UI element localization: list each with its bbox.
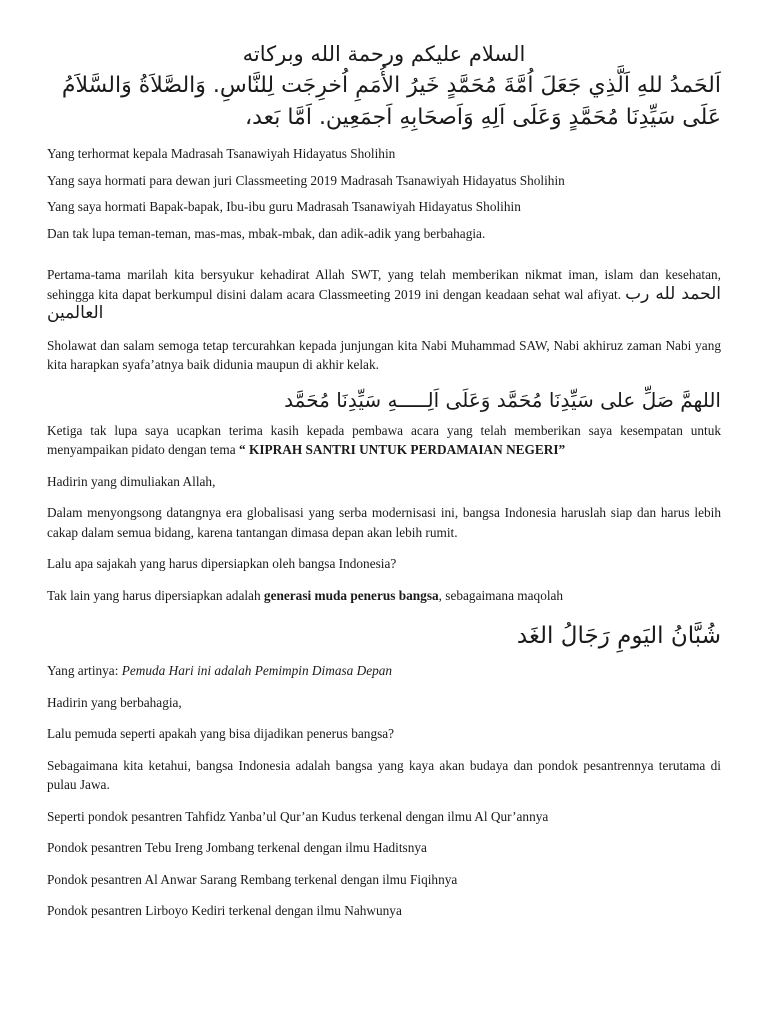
artinya-line: [47, 661, 721, 681]
greeting-line: Dan tak lupa teman-teman, mas-mas, mbak-mbak, dan adik-adik yang berbahagia.: [47, 225, 486, 241]
greeting-line: Yang saya hormati Bapak-bapak, Ibu-ibu guru Madrasah Tsanawiyah Hidayatus Sholihin: [47, 199, 521, 214]
tak-lain-bold: generasi muda penerus bangsa: [263, 587, 439, 603]
pesantren-line: Pondok pesantren Tebu Ireng Jombang terkenal dengan ilmu Haditsnya: [47, 840, 427, 855]
syukur-paragraph: [47, 265, 721, 324]
salam-heading: السلام عليكم ورحمة الله وبركاته: [242, 42, 526, 66]
sholawat-arabic: اللهمَّ صَلِّ على سَيِّدِنَا مُحَمَّد وَعَلَى اَلِـــــهِ سَيِّدِنَا مُحَمَّد: [284, 387, 721, 412]
artinya-label: Yang artinya:: [47, 663, 119, 678]
speech-theme: “ KIPRAH SANTRI UNTUK PERDAMAIAN NEGERI”: [239, 442, 566, 457]
maqolah-arabic: شُبَّانُ اليَومِ رَجَالُ الغَد: [516, 623, 721, 649]
tak-lain-after: , sebagaimana maqolah: [438, 587, 564, 603]
question-line: Lalu apa sajakah yang harus dipersiapkan oleh bangsa Indonesia?: [47, 556, 397, 571]
hadirin-greeting: Hadirin yang dimuliakan Allah,: [47, 473, 216, 489]
tak-lain-paragraph: [47, 586, 721, 606]
greeting-line: Yang saya hormati para dewan juri Classmeeting 2019 Madrasah Tsanawiyah Hidayatus Sholihin: [47, 172, 565, 188]
sholawat-paragraph: Sholawat dan salam semoga tetap tercurahkan kepada junjungan kita Nabi Muhammad SAW, Nabi akhiruz zaman Nabi yang kita harapkan syafa’atnya baik didunia maupun di akhir kelak.: [47, 337, 721, 372]
pesantren-line: Pondok pesantren Lirboyo Kediri terkenal dengan ilmu Nahwunya: [47, 903, 402, 918]
tak-lain-before: Tak lain yang harus dipersiapkan adalah: [47, 587, 261, 603]
syukur-text: Pertama-tama marilah kita bersyukur kehadirat Allah SWT, yang telah memberikan nikmat iman, islam dan kesehatan, sehingga kita dapat berkumpul disini dalam acara Classmeeting 2019 ini dengan keadaan sehat wal afiyat.: [47, 267, 721, 302]
syukur-arabic: الحمد لله رب العالمين: [47, 283, 722, 323]
sebagaimana-paragraph: Sebagaimana kita ketahui, bangsa Indonesia adalah bangsa yang kaya akan budaya dan pondok pesantrennya terutama di pulau Jawa.: [47, 757, 721, 792]
hadirin-greeting: Hadirin yang berbahagia,: [47, 694, 182, 710]
document-page: [47, 38, 721, 921]
ketiga-paragraph: [47, 421, 721, 460]
greeting-line: Yang terhormat kepala Madrasah Tsanawiyah Hidayatus Sholihin: [47, 146, 396, 161]
pesantren-line: Seperti pondok pesantren Tahfidz Yanba’ul Qur’an Kudus terkenal dengan ilmu Al Qur’annya: [47, 808, 549, 824]
artinya-text: Pemuda Hari ini adalah Pemimpin Dimasa Depan: [121, 663, 393, 678]
hamdalah-paragraph: اَلحَمدُ للهِ اَلَّذِي جَعَلَ اُمَّةَ مُحَمَّدٍ خَيرُ الأُمَمِ اُخرِجَت لِلنَّاسِ. وَالصَّلاَةُ وَالسَّلاَمُ عَلَى سَيِّدِنَا مُحَمَّدٍ وَعَلَى اَلِهِ وَاَصحَابِهِ اَجمَعِين. اَمَّا بَعد،: [61, 73, 721, 130]
pesantren-line: Pondok pesantren Al Anwar Sarang Rembang terkenal dengan ilmu Fiqihnya: [47, 871, 458, 887]
dalam-paragraph: Dalam menyongsong datangnya era globalisasi yang serba modernisasi ini, bangsa Indonesia haruslah siap dan harus lebih cakap dalam semua bidang, karena tantangan dimasa depan akan lebih rumit.: [47, 505, 721, 540]
question-line: Lalu pemuda seperti apakah yang bisa dijadikan penerus bangsa?: [47, 726, 395, 741]
ketiga-text: Ketiga tak lupa saya ucapkan terima kasih kepada pembawa acara yang telah memberikan saya kesempatan untuk menyampaikan pidato dengan tema: [47, 422, 721, 457]
